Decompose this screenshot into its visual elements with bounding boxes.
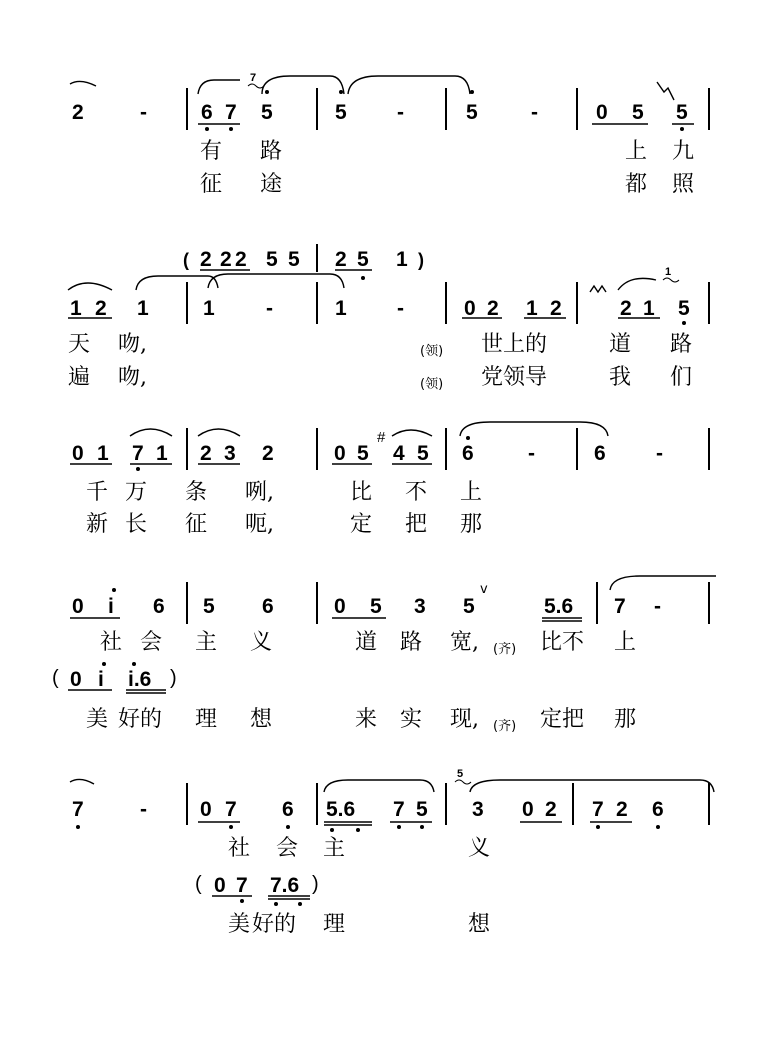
note: 5 — [678, 297, 690, 320]
lyric: 上 — [614, 630, 637, 655]
paren: ) — [170, 667, 177, 689]
note: 3 — [224, 442, 236, 465]
note: i — [108, 595, 114, 618]
note: 6 — [652, 798, 664, 821]
paren: ( — [183, 250, 189, 270]
lyric: 把 — [405, 512, 428, 537]
note: 5 — [357, 442, 369, 465]
lyric: 路 — [400, 630, 423, 655]
note: 5 — [261, 101, 273, 124]
alt-note: 0 — [70, 668, 82, 691]
note: 2 — [487, 297, 499, 320]
lyric: 征 — [200, 172, 223, 197]
lyric: 新 — [86, 512, 109, 537]
dash: - — [531, 101, 538, 124]
lyric: 理 — [195, 707, 218, 732]
note: 0 — [72, 442, 84, 465]
note: 7 — [72, 798, 84, 821]
note: 5 — [416, 798, 428, 821]
lyric: 宽, — [450, 630, 479, 655]
note: 0 — [596, 101, 608, 124]
lyric: 义 — [250, 630, 273, 655]
note: 2 — [262, 442, 274, 465]
dash: - — [140, 101, 147, 124]
lyric: 来 — [355, 707, 378, 732]
lyric: 吻, — [118, 332, 147, 357]
lyric: 都 — [625, 172, 648, 197]
intro-note: 5 — [266, 248, 278, 271]
dash: - — [397, 101, 404, 124]
intro-note: 1 — [396, 248, 408, 271]
intro-note: 2 — [200, 248, 212, 271]
paren: ) — [418, 250, 424, 270]
lyric: 比不 — [540, 630, 585, 655]
lyric: 想 — [468, 912, 491, 937]
lyric: 道 — [609, 332, 632, 357]
lyric: 定把 — [540, 707, 585, 732]
lyric: 九 — [672, 139, 695, 164]
lyric: 条 — [185, 480, 208, 505]
lyric: 社 — [100, 630, 123, 655]
lyric: 长 — [125, 512, 148, 537]
intro-note: 5 — [288, 248, 300, 271]
paren: ( — [195, 873, 202, 895]
dash: - — [140, 798, 147, 821]
note: 2 — [72, 101, 84, 124]
lyric: 路 — [670, 332, 693, 357]
note: 1 — [137, 297, 149, 320]
lyric: 美 — [228, 912, 251, 937]
note: 2 — [95, 297, 107, 320]
note: 6 — [282, 798, 294, 821]
note: 3 — [414, 595, 426, 618]
dash: - — [654, 595, 661, 618]
note: 5 — [335, 101, 347, 124]
note: 5.6 — [544, 595, 574, 618]
sharp-sign: # — [377, 429, 386, 446]
note: 1 — [526, 297, 538, 320]
note: 7 — [393, 798, 405, 821]
lyric: 想 — [250, 707, 273, 732]
note: 1 — [203, 297, 215, 320]
alt-note: i.6 — [128, 668, 152, 691]
note: 5 — [463, 595, 475, 618]
intro-note: 2 — [335, 248, 347, 271]
note: 7 — [592, 798, 604, 821]
intro-note: 5 — [357, 248, 369, 271]
note: 0 — [334, 442, 346, 465]
dash: - — [266, 297, 273, 320]
lyric: 社 — [228, 836, 251, 861]
note: 2 — [545, 798, 557, 821]
alt-note: 7 — [236, 874, 248, 897]
note: 5 — [466, 101, 478, 124]
lyric: 理 — [323, 912, 346, 937]
paren: ( — [52, 667, 59, 689]
note: 5 — [370, 595, 382, 618]
lyric: 天 — [68, 332, 91, 357]
note: 6 — [462, 442, 474, 465]
lyric: 会 — [140, 630, 163, 655]
lyric: 主 — [195, 630, 218, 655]
lyric: 比 — [350, 480, 373, 505]
lyric: 党领导 — [481, 365, 548, 390]
lyric: 实 — [400, 707, 423, 732]
dash: - — [528, 442, 535, 465]
lyric: 上 — [625, 139, 648, 164]
grace-note: 1 — [664, 266, 672, 278]
lyric: 会 — [276, 836, 299, 861]
lead-mark: (领) — [420, 344, 444, 359]
note: 1 — [97, 442, 109, 465]
lyric: 现, — [450, 707, 479, 732]
note: 7 — [132, 442, 144, 465]
lead-mark: (领) — [420, 377, 444, 392]
lyric: 义 — [468, 836, 491, 861]
lyric: 好的 — [252, 912, 297, 937]
note: 2 — [616, 798, 628, 821]
note: 0 — [72, 595, 84, 618]
lyric: 定 — [350, 512, 373, 537]
unison-mark: (齐) — [493, 642, 517, 657]
breath-mark: v — [480, 582, 488, 597]
note: 2 — [620, 297, 632, 320]
note: 0 — [464, 297, 476, 320]
dash: - — [397, 297, 404, 320]
note: 2 — [550, 297, 562, 320]
lyric: 那 — [614, 707, 637, 732]
note: 5 — [203, 595, 215, 618]
note: 1 — [70, 297, 82, 320]
lyric: 路 — [260, 139, 283, 164]
note: 0 — [200, 798, 212, 821]
alt-note: 0 — [214, 874, 226, 897]
alt-note: i — [98, 668, 104, 691]
lyric: 好的 — [118, 707, 163, 732]
note: 5.6 — [326, 798, 356, 821]
alt-note: 7.6 — [270, 874, 300, 897]
lyric: 吻, — [118, 365, 147, 390]
unison-mark: (齐) — [493, 719, 517, 734]
note: 6 — [262, 595, 274, 618]
lyric: 世上的 — [481, 332, 548, 357]
dash: - — [656, 442, 663, 465]
lyric: 有 — [200, 139, 223, 164]
note: 7 — [225, 798, 237, 821]
lyric: 不 — [405, 480, 428, 505]
note: 7 — [225, 101, 237, 124]
note: 0 — [522, 798, 534, 821]
note: 1 — [335, 297, 347, 320]
note: 6 — [201, 101, 213, 124]
lyric: 上 — [460, 480, 483, 505]
note: 7 — [614, 595, 626, 618]
lyric: 主 — [323, 836, 346, 861]
lyric: 咧, — [245, 480, 274, 505]
lyric: 照 — [672, 172, 695, 197]
intro-note: 2 — [235, 248, 247, 271]
note: 1 — [156, 442, 168, 465]
note: 5 — [676, 101, 688, 124]
lyric: 那 — [460, 512, 483, 537]
paren: ) — [312, 873, 319, 895]
lyric: 呃, — [245, 512, 274, 537]
lyric: 美 — [86, 707, 109, 732]
lyric: 遍 — [68, 365, 91, 390]
lyric: 万 — [125, 480, 148, 505]
note: 0 — [334, 595, 346, 618]
note: 3 — [472, 798, 484, 821]
lyric: 们 — [670, 365, 693, 390]
note: 5 — [632, 101, 644, 124]
note: 4 — [393, 442, 405, 465]
grace-note: 5 — [456, 768, 464, 780]
lyric: 我 — [609, 365, 632, 390]
note: 1 — [643, 297, 655, 320]
note: 6 — [594, 442, 606, 465]
lyric: 道 — [355, 630, 378, 655]
note: 2 — [200, 442, 212, 465]
lyric: 千 — [86, 480, 109, 505]
note: 6 — [153, 595, 165, 618]
lyric: 征 — [185, 512, 208, 537]
grace-note: 7 — [249, 72, 257, 84]
lyric: 途 — [260, 172, 283, 197]
intro-note: 2 — [220, 248, 232, 271]
note: 5 — [417, 442, 429, 465]
